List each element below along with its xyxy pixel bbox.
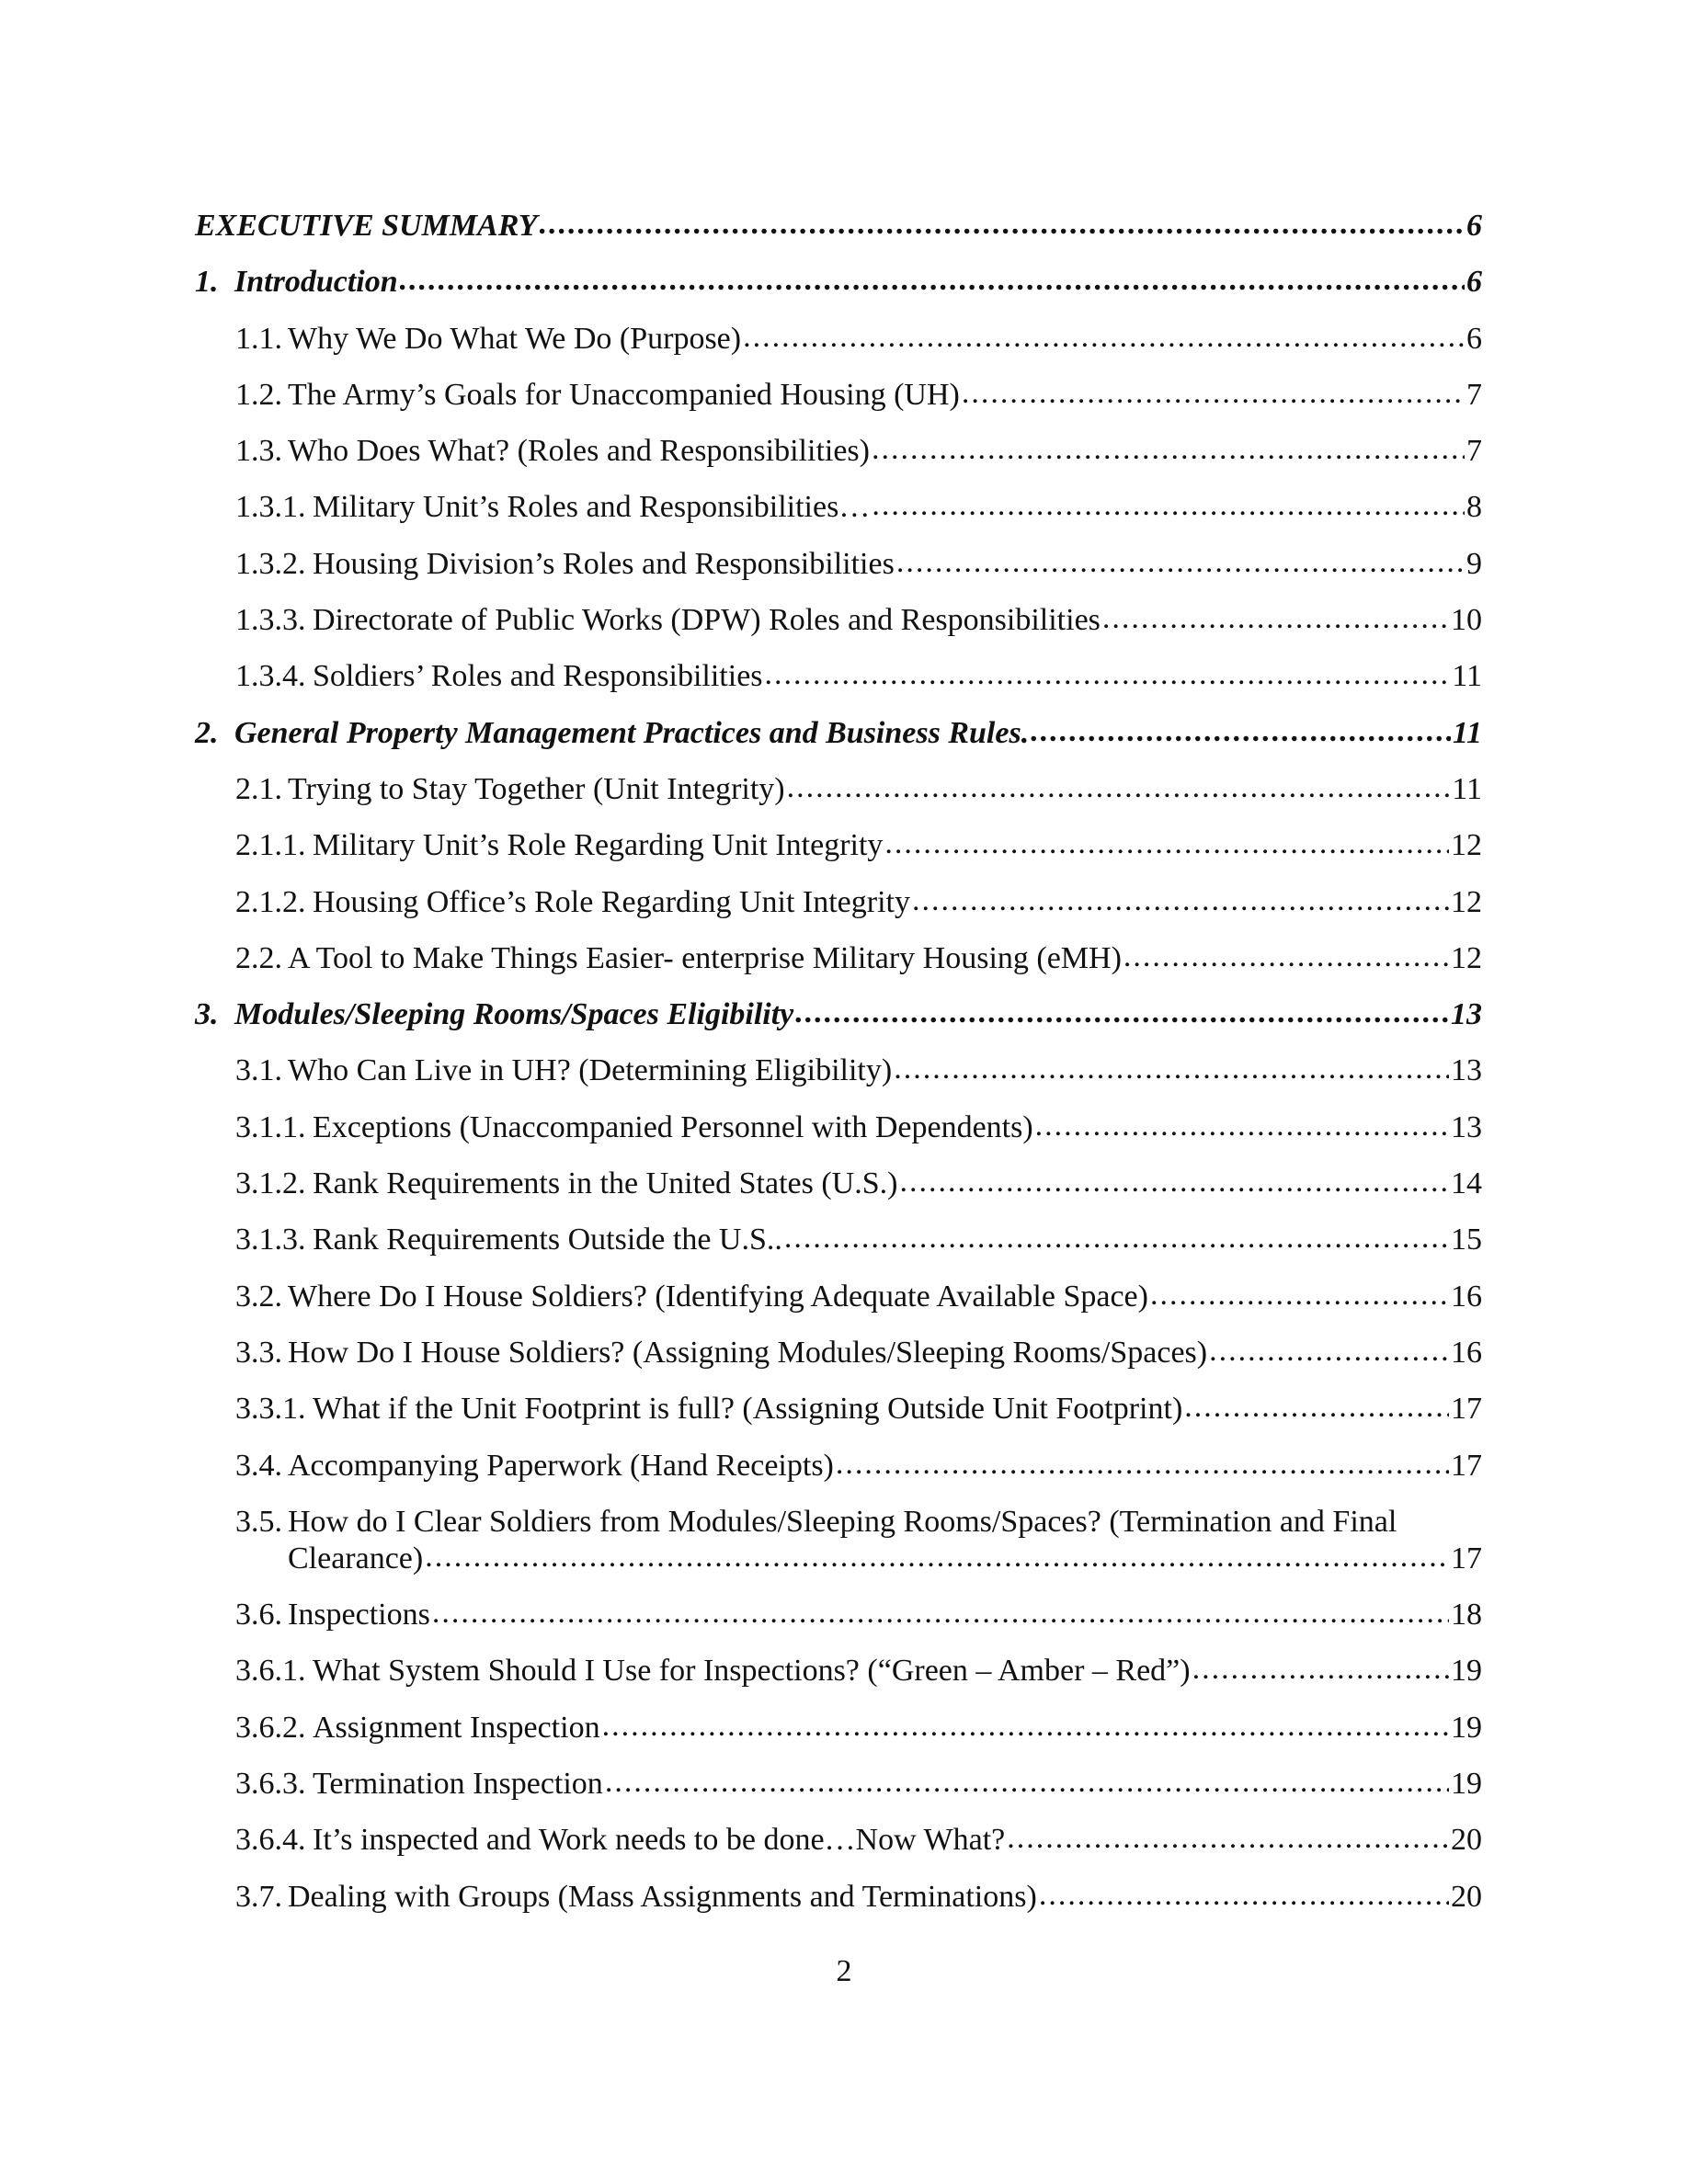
toc-entry-number: 1.1. [235,321,282,356]
toc-entry-title: Modules/Sleeping Rooms/Spaces Eligibility [234,997,794,1032]
toc-entry-number: 3.6.1. [235,1654,306,1689]
toc-entry-number: 1. [195,265,219,300]
toc-entry-page: 14 [1451,1166,1482,1201]
toc-entry[interactable] [195,827,1482,864]
toc-entry-page: 12 [1451,884,1482,919]
toc-section-heading[interactable] [195,208,1482,245]
toc-entry-page: 11 [1452,659,1482,694]
toc-entry-page: 16 [1451,1335,1482,1370]
toc-entry[interactable] [195,1822,1482,1859]
toc-entry-number: 3.6. [235,1598,282,1632]
toc-entry-page: 15 [1451,1223,1482,1257]
toc-entry-title: Directorate of Public Works (DPW) Roles and Responsibilities [313,603,1101,638]
dot-leader [1192,1651,1449,1688]
toc-entry[interactable] [195,1766,1482,1803]
toc-entry[interactable] [195,1879,1482,1916]
toc-entry-title: Military Unit’s Roles and Responsibilities… [313,490,871,525]
toc-entry-page: 19 [1451,1654,1482,1689]
toc-entry-page: 6 [1466,265,1482,300]
dot-leader [1102,600,1449,637]
toc-entry[interactable] [195,1653,1482,1689]
dot-leader [1039,1877,1449,1914]
toc-entry[interactable] [195,1448,1482,1484]
toc-entry[interactable] [195,1109,1482,1146]
toc-entry-number: 3.6.2. [235,1710,306,1745]
toc-entry[interactable] [195,546,1482,583]
page-number: 2 [836,1954,852,1988]
toc-entry-title: How Do I House Soldiers? (Assigning Modules/Sleeping Rooms/Spaces) [288,1335,1208,1370]
toc-entry-page: 12 [1451,940,1482,975]
dot-leader [896,544,1465,581]
toc-entry[interactable] [195,321,1482,358]
toc-entry-number: 1.2. [235,377,282,412]
toc-entry-page: 10 [1451,603,1482,638]
toc-entry[interactable] [195,1052,1482,1089]
toc-entry-title: Dealing with Groups (Mass Assignments and Terminations) [288,1879,1037,1914]
toc-entry-title: Assignment Inspection [313,1710,600,1745]
dot-leader [1184,1389,1449,1426]
toc-entry[interactable] [195,1504,1482,1577]
toc-entry-title-continued: Clearance) [288,1541,424,1575]
toc-entry[interactable] [195,1710,1482,1746]
toc-entry-title: Soldiers’ Roles and Responsibilities [313,659,763,694]
dot-leader [899,1164,1449,1200]
dot-leader [765,656,1451,693]
toc-entry-title: What System Should I Use for Inspections? (“Green – Amber – Red”) [313,1654,1191,1689]
toc-entry[interactable] [195,940,1482,977]
toc-entry-title: What if the Unit Footprint is full? (Assigning Outside Unit Footprint) [313,1392,1183,1427]
dot-leader [1123,938,1449,975]
dot-leader [540,206,1465,243]
dot-leader [400,262,1465,299]
toc-entry-title: Inspections [288,1598,430,1632]
toc-entry[interactable] [195,1222,1482,1258]
toc-entry-number: 3.4. [235,1448,282,1483]
toc-entry-title: How do I Clear Soldiers from Modules/Sleeping Rooms/Spaces? (Termination and Final [288,1504,1397,1539]
toc-entry-title: It’s inspected and Work needs to be done…Now What? [313,1823,1006,1858]
toc-entry-number: 3.6.3. [235,1767,306,1802]
toc-entry-title: Accompanying Paperwork (Hand Receipts) [288,1448,834,1483]
toc-entry-page: 7 [1466,377,1482,412]
toc-entry-page: 17 [1451,1541,1482,1575]
toc-section-heading[interactable] [195,996,1482,1033]
toc-entry-page: 13 [1451,1053,1482,1088]
toc-entry-page: 19 [1451,1710,1482,1745]
toc-entry-title: Termination Inspection [313,1767,603,1802]
toc-entry-number: 3.6.4. [235,1823,306,1858]
toc-entry-page: 20 [1451,1879,1482,1914]
toc-entry-page: 18 [1451,1598,1482,1632]
table-of-contents [195,208,1482,1935]
dot-leader [743,319,1465,356]
dot-leader [962,375,1465,412]
dot-leader [787,769,1451,806]
toc-entry-title: Military Unit’s Role Regarding Unit Integrity [313,828,884,863]
toc-section-heading[interactable] [195,264,1482,301]
toc-entry-number: 3.1.1. [235,1109,306,1144]
toc-section-heading[interactable] [195,715,1482,752]
toc-entry-title: Where Do I House Soldiers? (Identifying Adequate Available Space) [288,1279,1148,1314]
toc-entry-number: 3.1. [235,1053,282,1088]
toc-entry-page: 19 [1451,1767,1482,1802]
dot-leader [1209,1333,1449,1370]
toc-entry-number: 1.3.4. [235,659,306,694]
toc-entry-title: Who Can Live in UH? (Determining Eligibility) [288,1053,893,1088]
dot-leader [425,1539,1449,1575]
dot-leader [836,1446,1449,1483]
toc-entry[interactable] [195,1335,1482,1371]
dot-leader [912,882,1449,919]
toc-entry-page: 7 [1466,434,1482,469]
toc-entry-page: 12 [1451,828,1482,863]
toc-entry[interactable] [195,1391,1482,1428]
toc-entry-number: 3.3. [235,1335,282,1370]
dot-leader [602,1708,1449,1745]
toc-entry-number: 3.1.3. [235,1223,306,1257]
toc-entry-page: 17 [1451,1392,1482,1427]
dot-leader [1007,1820,1449,1857]
toc-entry-number: 1.3.1. [235,490,306,525]
toc-entry-page: 17 [1451,1448,1482,1483]
toc-entry-page: 13 [1451,997,1482,1032]
toc-entry[interactable] [195,602,1482,639]
toc-entry-title: Rank Requirements in the United States (U.S.) [313,1166,898,1201]
toc-entry-number: 2. [195,715,219,750]
toc-entry[interactable] [195,489,1482,526]
toc-entry[interactable] [195,433,1482,470]
toc-entry-number: 2.1.2. [235,884,306,919]
dot-leader [605,1764,1449,1801]
toc-entry-title: Rank Requirements Outside the U.S.. [313,1223,782,1257]
toc-entry-number: 3.3.1. [235,1392,306,1427]
toc-entry-number: 1.3.2. [235,546,306,581]
toc-entry-title: Exceptions (Unaccompanied Personnel with Dependents) [313,1109,1033,1144]
dot-leader [1035,1108,1449,1144]
toc-entry-page: 11 [1452,771,1482,806]
dot-leader [432,1595,1449,1632]
toc-entry-number: 3.7. [235,1879,282,1914]
toc-entry-page: 6 [1466,321,1482,356]
toc-entry-title: A Tool to Make Things Easier- enterprise Military Housing (eMH) [288,940,1122,975]
toc-entry-title: Introduction [234,265,398,300]
toc-entry-title: Why We Do What We Do (Purpose) [288,321,742,356]
toc-entry[interactable] [195,377,1482,414]
toc-entry-page: 20 [1451,1823,1482,1858]
dot-leader [795,995,1449,1031]
toc-entry-title: General Property Management Practices and Business Rules. [234,715,1030,750]
dot-leader [784,1220,1449,1257]
toc-entry-number: 3. [195,997,219,1032]
toc-entry-page: 13 [1451,1109,1482,1144]
toc-entry-page: 16 [1451,1279,1482,1314]
toc-entry-number: 1.3.3. [235,603,306,638]
toc-entry-number: 1.3. [235,434,282,469]
toc-entry-number: 2.1.1. [235,828,306,863]
toc-entry-page: 11 [1452,715,1482,750]
dot-leader [894,1051,1449,1087]
toc-entry[interactable] [195,1279,1482,1315]
toc-entry-number: 2.2. [235,940,282,975]
toc-entry[interactable] [195,658,1482,695]
toc-entry-title: The Army’s Goals for Unaccompanied Housing (UH) [288,377,960,412]
toc-entry-title: EXECUTIVE SUMMARY [195,209,538,243]
dot-leader [1031,713,1451,750]
toc-entry-page: 8 [1466,490,1482,525]
toc-entry-page: 9 [1466,546,1482,581]
toc-entry[interactable] [195,1597,1482,1633]
dot-leader [884,825,1449,862]
toc-entry[interactable] [195,1166,1482,1202]
dot-leader [872,431,1465,468]
toc-entry-title: Housing Office’s Role Regarding Unit Integrity [313,884,910,919]
toc-entry-number: 2.1. [235,771,282,806]
toc-entry-page: 6 [1466,209,1482,243]
toc-entry-number: 3.2. [235,1279,282,1314]
toc-entry[interactable] [195,771,1482,808]
toc-entry-number: 3.1.2. [235,1166,306,1201]
toc-entry-title: Housing Division’s Roles and Responsibilities [313,546,895,581]
dot-leader [1150,1277,1449,1314]
toc-entry-title: Who Does What? (Roles and Responsibilities) [288,434,870,469]
toc-entry-number: 3.5. [235,1504,282,1539]
toc-entry[interactable] [195,884,1482,921]
dot-leader [872,487,1465,524]
toc-entry-title: Trying to Stay Together (Unit Integrity) [288,771,785,806]
